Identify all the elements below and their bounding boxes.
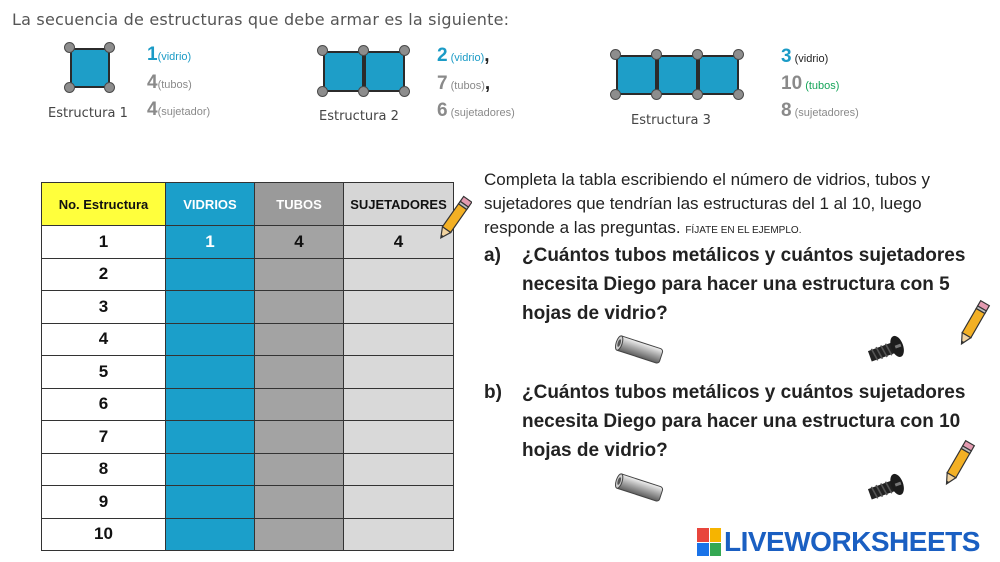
clamps-cell: 4	[344, 226, 454, 259]
clamp-node	[317, 45, 328, 56]
screw-icon[interactable]	[864, 334, 908, 368]
clamps-input-cell[interactable]	[344, 421, 454, 454]
clamp-count: 8 (sujetadores)	[781, 100, 859, 121]
tubes-input-cell[interactable]	[255, 518, 344, 551]
structure-label: Estructura 1	[48, 106, 128, 121]
question-b	[484, 378, 994, 468]
structure-number-cell: 8	[42, 453, 166, 486]
table-row	[42, 356, 454, 389]
clamps-input-cell[interactable]	[344, 291, 454, 324]
clamp-node	[610, 89, 621, 100]
tube-icon[interactable]	[610, 332, 668, 368]
table-row	[42, 258, 454, 291]
logo-mark-icon	[697, 528, 721, 556]
clamp-node	[317, 86, 328, 97]
glass-pane	[657, 55, 698, 95]
tube-count: 10 (tubos)	[781, 73, 840, 94]
glass-count: 1(vidrio)	[147, 44, 192, 65]
instructions-text	[484, 168, 984, 243]
structures-table	[41, 182, 454, 551]
structure-label: Estructura 2	[319, 109, 399, 124]
header-tubes: TUBOS	[255, 183, 344, 226]
screw-icon[interactable]	[864, 472, 908, 506]
clamp-node	[610, 49, 621, 60]
glass-input-cell[interactable]	[166, 258, 255, 291]
glass-input-cell[interactable]	[166, 291, 255, 324]
clamp-count: 6 (sujetadores)	[437, 100, 515, 121]
glass-pane	[616, 55, 657, 95]
header-structure-number: No. Estructura	[42, 183, 166, 226]
instructions-note: FÍJATE EN EL EJEMPLO.	[685, 225, 802, 236]
clamps-input-cell[interactable]	[344, 388, 454, 421]
question-a	[484, 241, 994, 331]
structure-number-cell: 3	[42, 291, 166, 324]
question-letter: b)	[484, 382, 502, 403]
liveworksheets-logo	[697, 527, 980, 557]
table-row	[42, 421, 454, 454]
structure-number-cell: 5	[42, 356, 166, 389]
clamps-input-cell[interactable]	[344, 518, 454, 551]
pencil-icon[interactable]	[955, 298, 991, 350]
glass-input-cell[interactable]	[166, 323, 255, 356]
tubes-input-cell[interactable]	[255, 453, 344, 486]
glass-count: 2 (vidrio),	[437, 45, 490, 66]
structure-number-cell: 1	[42, 226, 166, 259]
clamp-node	[399, 45, 410, 56]
glass-cell: 1	[166, 226, 255, 259]
tube-icon[interactable]	[610, 470, 668, 506]
structure-number-cell: 2	[42, 258, 166, 291]
question-text: ¿Cuántos tubos metálicos y cuántos sujetadores necesita Diego para hacer una estructura con 10 hojas de vidrio?	[522, 382, 966, 461]
tubes-input-cell[interactable]	[255, 388, 344, 421]
page-title: La secuencia de estructuras que debe armar es la siguiente:	[12, 10, 510, 29]
table-row	[42, 518, 454, 551]
tubes-input-cell[interactable]	[255, 356, 344, 389]
glass-input-cell[interactable]	[166, 421, 255, 454]
clamp-node	[64, 42, 75, 53]
table-row	[42, 388, 454, 421]
clamp-node	[64, 82, 75, 93]
clamp-node	[104, 82, 115, 93]
header-glass: VIDRIOS	[166, 183, 255, 226]
clamps-input-cell[interactable]	[344, 486, 454, 519]
structure-number-cell: 9	[42, 486, 166, 519]
table-row	[42, 323, 454, 356]
instructions-body: Completa la tabla escribiendo el número de vidrios, tubos y sujetadores que tendrían las estructuras del 1 al 10, luego responde a las preguntas.	[484, 170, 931, 237]
pencil-icon[interactable]	[436, 193, 472, 245]
glass-input-cell[interactable]	[166, 388, 255, 421]
clamps-input-cell[interactable]	[344, 323, 454, 356]
structure-number-cell: 6	[42, 388, 166, 421]
glass-input-cell[interactable]	[166, 356, 255, 389]
glass-count: 3 (vidrio)	[781, 46, 829, 67]
glass-pane	[323, 51, 364, 92]
table-row	[42, 486, 454, 519]
clamp-node	[104, 42, 115, 53]
clamp-count: 4(sujetador)	[147, 99, 211, 120]
table-header-row	[42, 183, 454, 226]
clamp-node	[399, 86, 410, 97]
clamps-input-cell[interactable]	[344, 258, 454, 291]
header-clamps: SUJETADORES	[344, 183, 454, 226]
tubes-input-cell[interactable]	[255, 258, 344, 291]
table-row	[42, 291, 454, 324]
tube-count: 7 (tubos),	[437, 73, 491, 94]
tubes-input-cell[interactable]	[255, 291, 344, 324]
tubes-input-cell[interactable]	[255, 421, 344, 454]
clamp-node	[733, 49, 744, 60]
glass-input-cell[interactable]	[166, 453, 255, 486]
clamps-input-cell[interactable]	[344, 453, 454, 486]
tubes-cell: 4	[255, 226, 344, 259]
tube-count: 4(tubos)	[147, 72, 192, 93]
tubes-input-cell[interactable]	[255, 323, 344, 356]
glass-input-cell[interactable]	[166, 518, 255, 551]
glass-input-cell[interactable]	[166, 486, 255, 519]
logo-text: LIVEWORKSHEETS	[724, 526, 980, 557]
clamp-node	[733, 89, 744, 100]
clamp-node	[358, 45, 369, 56]
glass-pane	[698, 55, 739, 95]
clamp-node	[651, 89, 662, 100]
structure-label: Estructura 3	[631, 113, 711, 128]
structure-number-cell: 7	[42, 421, 166, 454]
clamp-node	[358, 86, 369, 97]
clamp-node	[692, 49, 703, 60]
structure-number-cell: 4	[42, 323, 166, 356]
clamp-node	[651, 49, 662, 60]
clamps-input-cell[interactable]	[344, 356, 454, 389]
table-row	[42, 453, 454, 486]
pencil-icon[interactable]	[940, 438, 976, 490]
structure-number-cell: 10	[42, 518, 166, 551]
glass-pane	[364, 51, 405, 92]
clamp-node	[692, 89, 703, 100]
tubes-input-cell[interactable]	[255, 486, 344, 519]
glass-pane	[70, 48, 110, 88]
question-letter: a)	[484, 245, 501, 266]
question-text: ¿Cuántos tubos metálicos y cuántos sujetadores necesita Diego para hacer una estructura con 5 hojas de vidrio?	[522, 245, 966, 324]
table-row	[42, 226, 454, 259]
